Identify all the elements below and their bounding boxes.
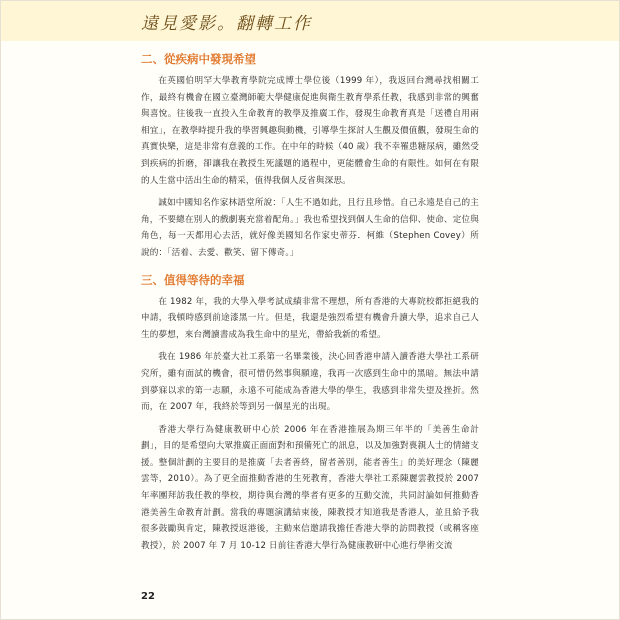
- page-number: 22: [141, 591, 155, 602]
- running-header-title: 遠見愛影。翻轉工作: [141, 14, 312, 34]
- body-text: [141, 51, 479, 560]
- section: [141, 51, 479, 262]
- paragraph: 香港大學行為健康教研中心於 2006 年在香港推展為期三年半的「美善生命計劃」，目的是希望向大眾推廣正面面對和預備死亡的訊息，以及加強對喪親人士的情緒支援。整個計劃的主要目的是推廣「去者善終，留者善別，能者善生」的美好理念（陳麗雲等，2010）。為了更全面推動香港的生死教育，香港大學社工系陳麗雲教授於 2007 年率團拜訪我任教的學校，期待與台灣的學者有更多的互動交流，共同討論如何推動香港美善生命教育計劃。當我的專題演講結束後，陳教授才知道我是香港人，並且給予我很多鼓勵與肯定，陳教授返港後，主動來信邀請我擔任香港大學的訪問教授（或稱客座教授），於 2007 年 7 月 10-12 日前往香港大學行為健康教研中心進行學術交流: [141, 424, 479, 551]
- paragraph: 誠如中國知名作家林語堂所說：「人生不過如此，且行且珍惜。自己永遠是自己的主角，不要總在別人的戲劇裏充當着配角。」我也希望找到個人生命的信仰、使命、定位與角色，每一天都用心去活，就好像美國知名作家史蒂芬．柯維（Stephen Covey）所說的：「活着、去愛、歡笑、留下傳奇。」: [141, 198, 479, 258]
- section-heading: 二、從疾病中發現希望: [141, 52, 256, 66]
- paragraph: 我在 1986 年於臺大社工系第一名畢業後，決心回香港申請入讀香港大學社工系研究所，雖有面試的機會，很可惜仍然事與願違，我再一次感到生命中的黑暗。無法申請到夢寐以求的第一志願，永遠不可能成為香港大學的學生，我感到非常失望及挫折。然而，在 2007 年，我終於等到另一個星光的出現。: [141, 352, 479, 413]
- section-heading: 三、值得等待的幸福: [141, 272, 245, 287]
- paragraph: 在英國伯明罕大學教育學院完成博士學位後（1999 年），我返回台灣尋找相關工作，最終有機會在國立臺灣師範大學健康促進與衛生教育學系任教，我感到非常的興奮與喜悅。往後我一直投入生命教育的教學及推廣工作，發現生命教育真是「送禮自用兩相宜」，在教學時提升我的學習興趣與動機，引導學生探討人生觀及價值觀，發現生命的真實快樂，這是非常有意義的工作。在中年的時候（40 歲）我不幸罹患糖尿病，雖然受到疾病的折磨，卻讓我在教授生死議題的過程中，更能體會生命的有限性。如何在有限的人生當中活出生命的精采，值得我個人反省與深思。: [141, 76, 479, 186]
- running-header: [1, 1, 620, 41]
- paragraph: 在 1982 年，我的大學入學考試成績非常不理想，所有香港的大專院校都拒絕我的申請，我頓時感到前途漆黑一片。但是，我還是強烈希望有機會升讀大學，追求自己人生的夢想，來台灣讀書成為我生命中的星光，帶給我新的希望。: [141, 296, 479, 340]
- section: [141, 272, 479, 555]
